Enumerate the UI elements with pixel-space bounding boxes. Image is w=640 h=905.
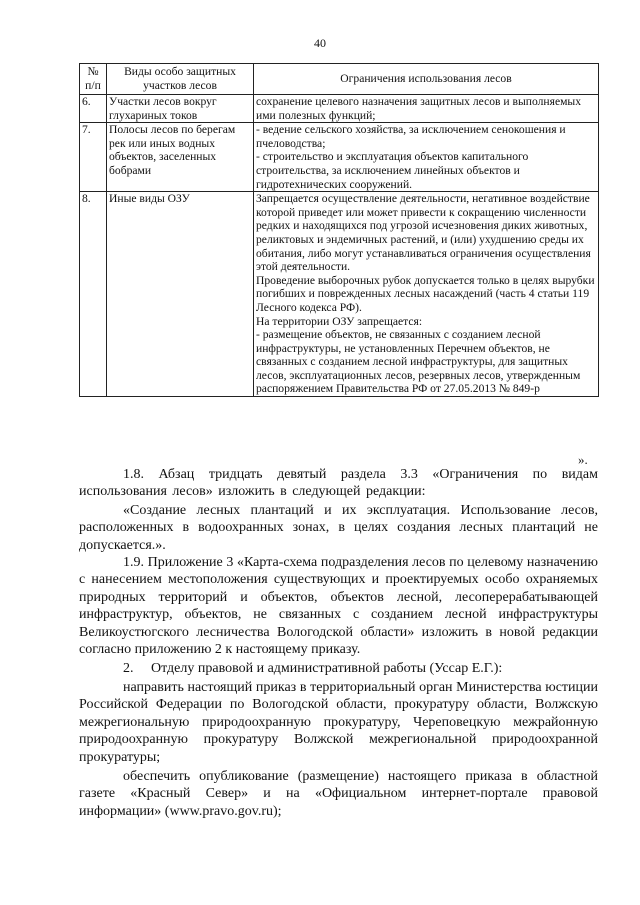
header-kind: Виды особо защитных участков лесов bbox=[107, 64, 254, 95]
row-kind: Полосы лесов по берегам рек или иных водных объектов, заселенных бобрами bbox=[107, 123, 254, 192]
paragraph-2: 2. Отделу правовой и административной работы (Уссар Е.Г.): bbox=[123, 661, 503, 676]
row-number: 8. bbox=[80, 192, 107, 397]
limit-text: сохранение целевого назначения защитных лесов и выполняемых ими полезных функций; bbox=[256, 95, 582, 122]
row-limits bbox=[254, 123, 599, 192]
limit-text: Проведение выборочных рубок допускается только в целях вырубки погибших и поврежденных лесных насаждений (часть 4 статьи 119 Лесного кодекса РФ). bbox=[256, 273, 595, 314]
table-row bbox=[80, 192, 599, 397]
limit-text: - ведение сельского хозяйства, за исключением сенокошения и пчеловодства; bbox=[256, 123, 566, 150]
page-number: 40 bbox=[314, 36, 326, 50]
paragraph-1-8: 1.8. Абзац тридцать девятый раздела 3.3 «Ограничения по видам использования лесов» изложить в следующей редакции: bbox=[79, 467, 598, 500]
row-number: 6. bbox=[80, 95, 107, 123]
table-header-row bbox=[80, 64, 599, 95]
closing-quote: ». bbox=[578, 452, 588, 467]
limit-text: - размещение объектов, не связанных с созданием лесной инфраструктуры, не установленных Перечнем объектов, не связанных с созданием лесной инфраструктуры, для защитных лесов, эксплуатационных лесов, резервных лесов, утвержденным распоряжением Правительства РФ от 27.05.2013 № 849-р bbox=[256, 328, 581, 396]
row-limits bbox=[254, 95, 599, 123]
row-limits bbox=[254, 192, 599, 397]
limit-text: - строительство и эксплуатация объектов капитального строительства, за исключением линейных объектов и гидротехнических сооружений. bbox=[256, 150, 529, 191]
header-number: № п/п bbox=[80, 64, 107, 95]
row-kind: Участки лесов вокруг глухариных токов bbox=[107, 95, 254, 123]
row-number: 7. bbox=[80, 123, 107, 192]
header-limits: Ограничения использования лесов bbox=[254, 64, 599, 95]
limit-text: На территории ОЗУ запрещается: bbox=[256, 314, 423, 328]
limit-text: Запрещается осуществление деятельности, негативное воздействие которой приведет или может привести к сокращению численности редких и находящихся под угрозой исчезновения диких животных, реликтовых и эндемичных растений, и (или) ухудшению среды их обитания, либо могут устанавливаться ограничения осуществления этой деятельности. bbox=[256, 192, 591, 274]
paragraph-publish: обеспечить опубликование (размещение) настоящего приказа в областной газете «Красный Север» и на «Официальном интернет-портале правовой информации» (www.pravo.gov.ru); bbox=[79, 769, 598, 819]
table-row bbox=[80, 95, 599, 123]
paragraph-quote: «Создание лесных плантаций и их эксплуатация. Использование лесов, расположенных в водоохранных зонах, в целях создания лесных плантаций не допускается.». bbox=[79, 503, 598, 553]
table-row bbox=[80, 123, 599, 192]
paragraph-send: направить настоящий приказ в территориальный орган Министерства юстиции Российской Федерации по Вологодской области, прокуратуру области, Волжскую межрегиональную природоохранную прокуратуру, Череповецкую межрайонную природоохранную прокуратуру Волжской межрегиональной природоохранной прокуратуры; bbox=[79, 680, 598, 765]
row-kind: Иные виды ОЗУ bbox=[107, 192, 254, 397]
restrictions-table bbox=[79, 63, 599, 397]
paragraph-1-9: 1.9. Приложение 3 «Карта-схема подразделения лесов по целевому назначению с нанесением местоположения существующих и проектируемых особо охраняемых природных территорий и объектов, объектов лесной, лесоперерабатывающей инфраструктур, объектов, не связанных с созданием лесной инфраструктуры Великоустюгского лесничества Вологодской области» изложить в новой редакции согласно приложению 2 к настоящему приказу. bbox=[79, 555, 598, 658]
